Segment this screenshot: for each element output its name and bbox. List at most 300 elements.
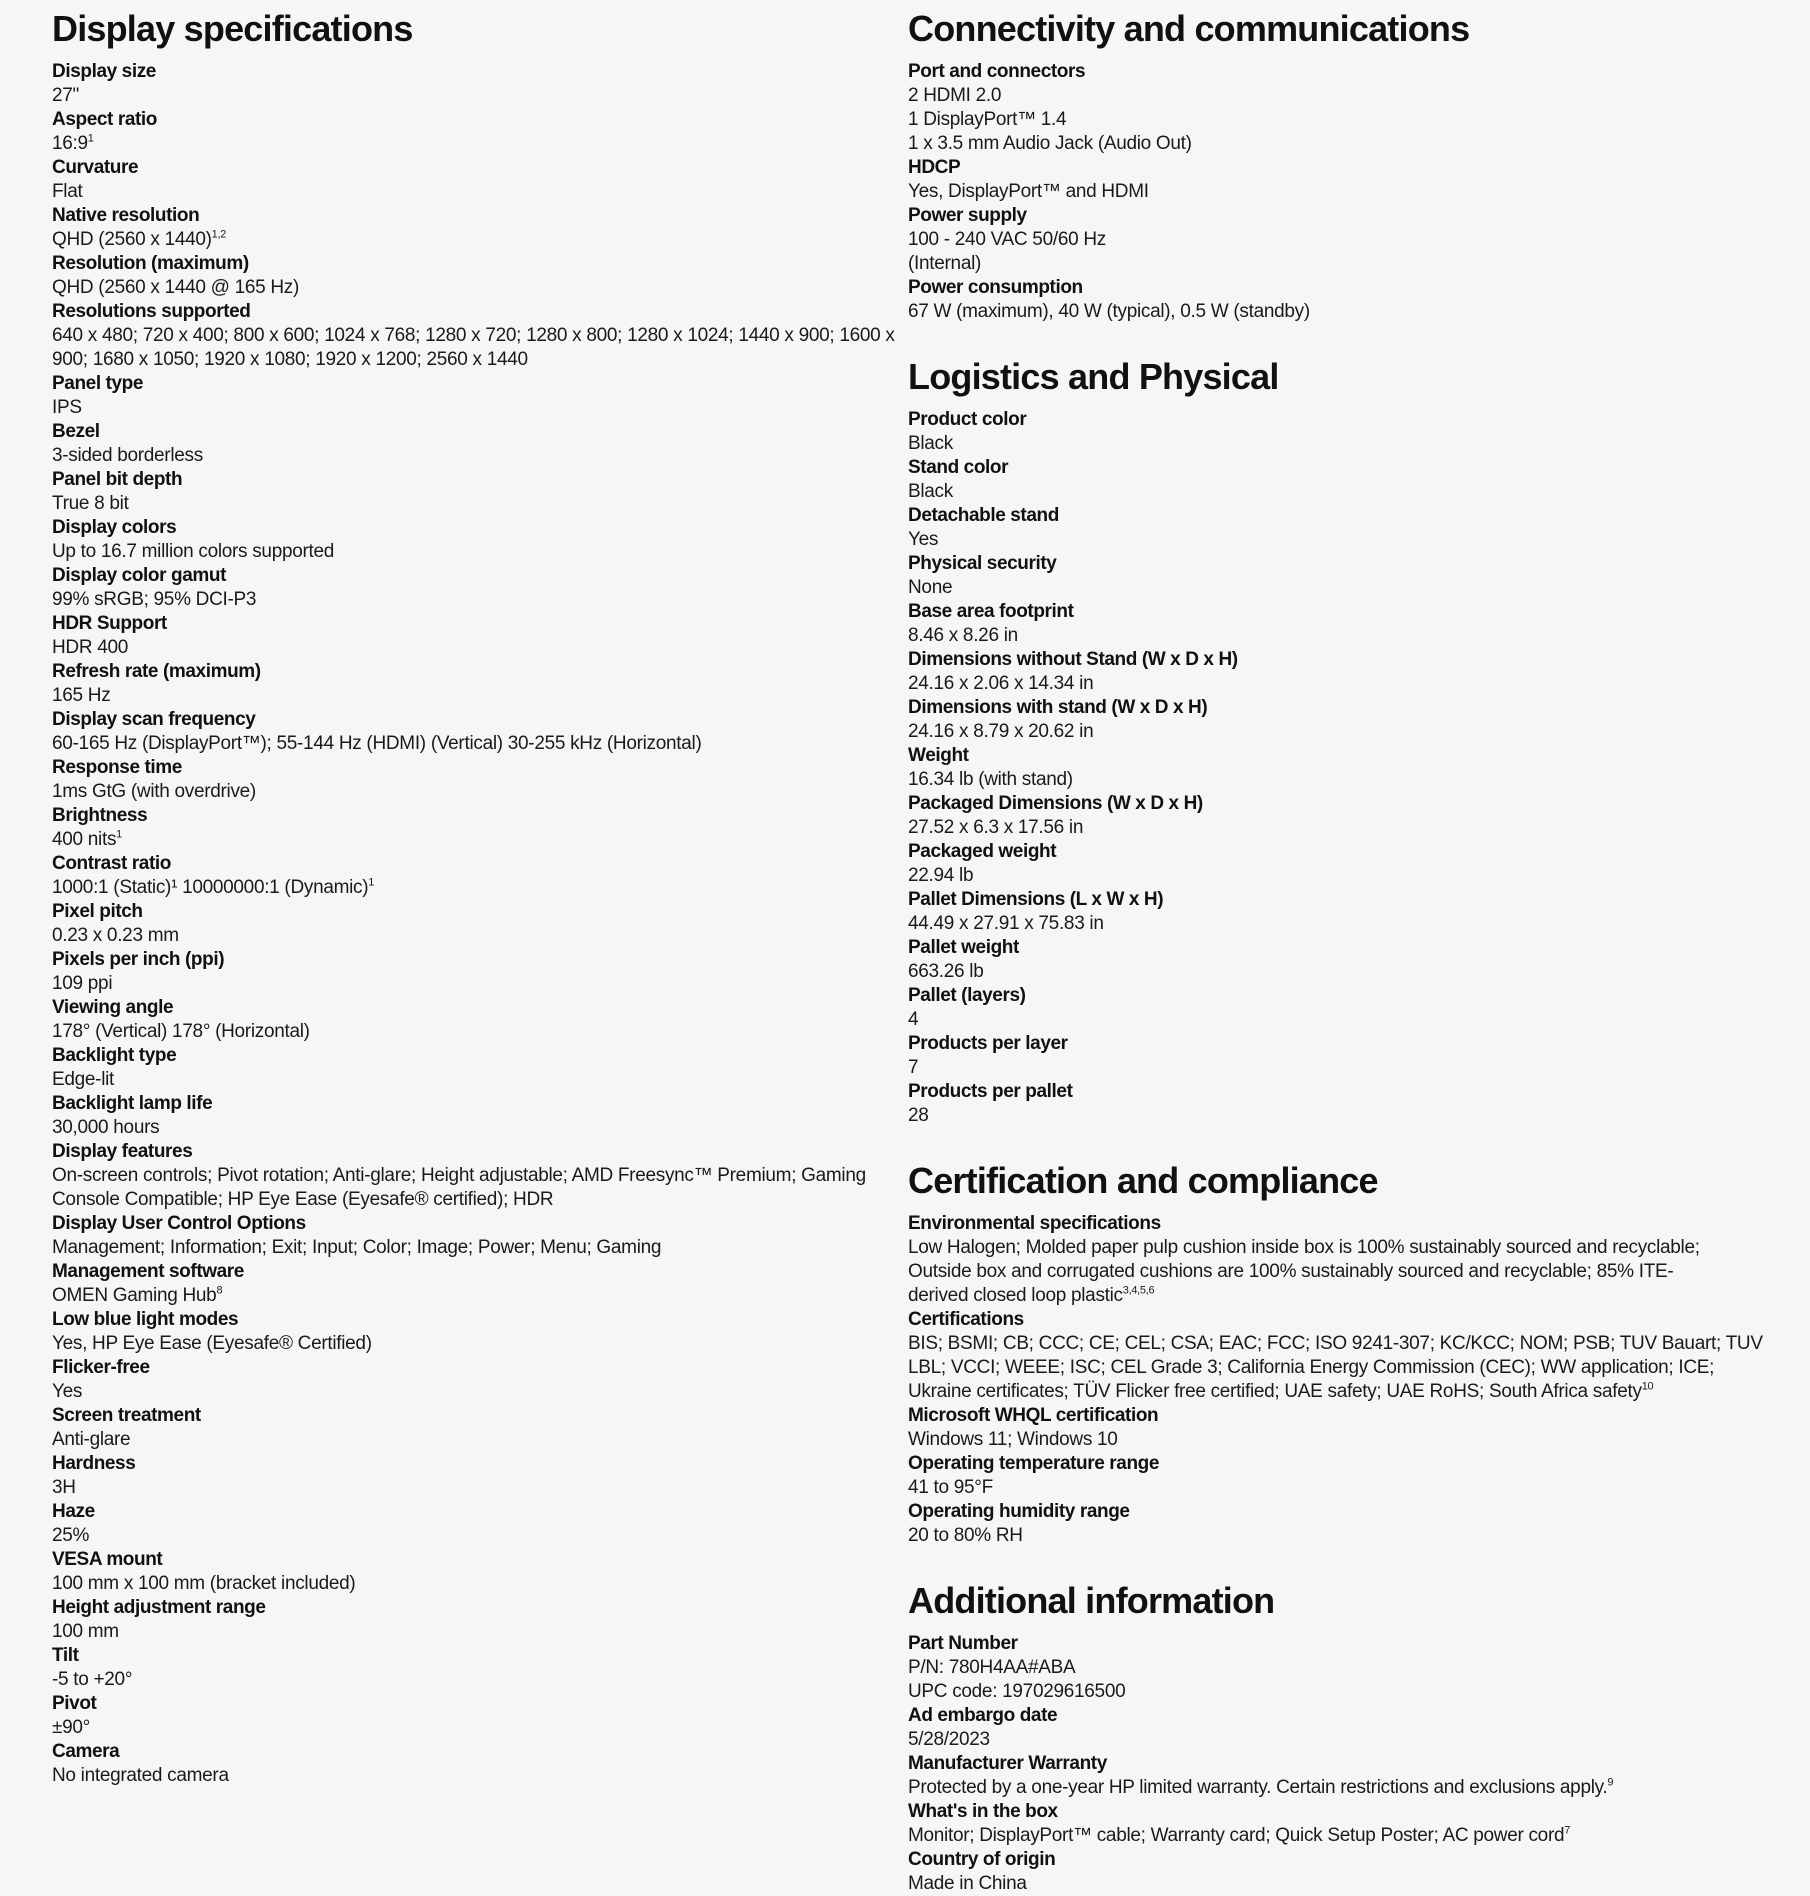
spec-value-line [52,1284,907,1308]
spec-pallet-layers [908,984,1768,1032]
spec-value-line [908,1524,1768,1548]
spec-microsoft-whql-certification [908,1404,1768,1452]
spec-value [52,1116,907,1140]
section-connectivity-and-communications [908,8,1768,324]
spec-label: Operating temperature range [908,1453,1160,1474]
spec-label: Products per pallet [908,1081,1073,1102]
spec-value-line [52,1332,907,1356]
spec-value-text: Console Compatible; HP Eye Ease (Eyesafe® certified); HDR [52,1189,554,1210]
spec-value-line [52,1068,907,1092]
spec-value [52,1716,907,1740]
spec-flicker-free [52,1356,907,1404]
spec-value-text: 20 to 80% RH [908,1525,1023,1546]
spec-power-supply [908,204,1768,276]
spec-value-line [908,132,1768,156]
spec-value-line [52,540,907,564]
spec-value-text: 1 x 3.5 mm Audio Jack (Audio Out) [908,133,1192,154]
spec-value-line [52,132,907,156]
section-title: Logistics and Physical [908,356,1279,397]
spec-value [908,576,1768,600]
spec-value-text: None [908,577,953,598]
spec-value [908,1728,1768,1752]
spec-value-line [52,396,907,420]
spec-bezel [52,420,907,468]
spec-part-number [908,1632,1768,1704]
spec-label: Operating humidity range [908,1501,1130,1522]
spec-value [52,828,907,852]
spec-label: Port and connectors [908,61,1086,82]
spec-value-line [908,1872,1768,1896]
spec-value-line [908,180,1768,204]
spec-value-line [908,1356,1768,1380]
spec-display-colors [52,516,907,564]
spec-value-line [908,300,1768,324]
spec-panel-bit-depth [52,468,907,516]
spec-value-line [908,960,1768,984]
spec-value [52,1380,907,1404]
spec-value-line [908,1056,1768,1080]
spec-resolution-maximum [52,252,907,300]
spec-value-line [908,480,1768,504]
spec-backlight-lamp-life [52,1092,907,1140]
spec-value-line [908,108,1768,132]
spec-value-text: (Internal) [908,253,982,274]
spec-value-text: -5 to +20° [52,1669,133,1690]
spec-curvature [52,156,907,204]
spec-value-text: 30,000 hours [52,1117,160,1138]
spec-label: Pixels per inch (ppi) [52,949,225,970]
spec-products-per-pallet [908,1080,1768,1128]
spec-value-text: Yes [908,529,939,550]
spec-label: Brightness [52,805,148,826]
spec-label: Products per layer [908,1033,1068,1054]
spec-label: Physical security [908,553,1057,574]
spec-value-line [908,432,1768,456]
spec-label: Power consumption [908,277,1083,298]
spec-value-text: 640 x 480; 720 x 400; 800 x 600; 1024 x 768; 1280 x 720; 1280 x 800; 1280 x 1024; 1440 x 900; 1600 x [52,325,895,346]
spec-value-text: 22.94 lb [908,865,974,886]
spec-value-text: Made in China [908,1873,1027,1894]
spec-label: What's in the box [908,1801,1058,1822]
spec-display-user-control-options [52,1212,907,1260]
footnote-marker: 7 [1564,1824,1571,1837]
spec-value-line [908,816,1768,840]
footnote-marker: 10 [1641,1380,1654,1393]
spec-power-consumption [908,276,1768,324]
spec-value [908,1236,1768,1308]
spec-label: Part Number [908,1633,1018,1654]
footnote-marker: 1 [87,132,94,145]
spec-value [52,636,907,660]
spec-manufacturer-warranty [908,1752,1768,1800]
spec-pivot [52,1692,907,1740]
spec-value-line [52,732,907,756]
spec-label: Pallet weight [908,937,1019,958]
spec-value-line [52,972,907,996]
spec-value-text: 100 mm x 100 mm (bracket included) [52,1573,356,1594]
spec-value-text: 16.34 lb (with stand) [908,769,1073,790]
spec-label: Refresh rate (maximum) [52,661,261,682]
spec-panel-type [52,372,907,420]
spec-value-text: BIS; BSMI; CB; CCC; CE; CEL; CSA; EAC; FCC; ISO 9241-307; KC/KCC; NOM; PSB; TUV Bauart; TUV [908,1333,1763,1354]
spec-value-line [52,492,907,516]
spec-label: Tilt [52,1645,79,1666]
spec-value-text: 2 HDMI 2.0 [908,85,1002,106]
spec-value [908,1476,1768,1500]
spec-viewing-angle [52,996,907,1044]
spec-label: Response time [52,757,182,778]
spec-value-text: 3H [52,1477,76,1498]
spec-value-text: 60-165 Hz (DisplayPort™); 55-144 Hz (HDMI) (Vertical) 30-255 kHz (Horizontal) [52,733,702,754]
spec-value-text: 1000:1 (Static)¹ 10000000:1 (Dynamic) [52,877,369,898]
spec-label: Resolution (maximum) [52,253,249,274]
spec-packaged-weight [908,840,1768,888]
spec-value-text: 900; 1680 x 1050; 1920 x 1080; 1920 x 1200; 2560 x 1440 [52,349,528,370]
spec-value-line [52,1020,907,1044]
spec-value-text: 400 nits [52,829,117,850]
spec-label: Display size [52,61,156,82]
spec-pixel-pitch [52,900,907,948]
spec-value-text: 16:9 [52,133,88,154]
spec-value-text: Black [908,433,953,454]
spec-value-text: Anti-glare [52,1429,131,1450]
spec-value [908,1332,1768,1404]
spec-value-line [908,720,1768,744]
spec-packaged-dimensions-w-x-d-x-h [908,792,1768,840]
spec-value-text: OMEN Gaming Hub [52,1285,217,1306]
spec-value [908,1824,1768,1848]
spec-value-line [52,348,907,372]
section-certification-and-compliance [908,1160,1768,1548]
spec-label: Ad embargo date [908,1705,1058,1726]
spec-value-line [52,1668,907,1692]
spec-value [908,300,1768,324]
spec-value-text: Flat [52,181,83,202]
spec-value-line [908,1776,1768,1800]
footnote-marker: 1 [368,876,375,889]
section-additional-information [908,1580,1768,1896]
spec-value-line [52,1236,907,1260]
spec-value [52,780,907,804]
spec-value-text: 109 ppi [52,973,113,994]
spec-value-line [908,1008,1768,1032]
spec-label: Camera [52,1741,120,1762]
spec-value [908,1776,1768,1800]
spec-value [52,444,907,468]
spec-value-text: Yes, DisplayPort™ and HDMI [908,181,1149,202]
spec-value-text: 3-sided borderless [52,445,203,466]
spec-label: Dimensions without Stand (W x D x H) [908,649,1238,670]
spec-value [908,432,1768,456]
spec-value-text: 25% [52,1525,90,1546]
spec-value-text: Ukraine certificates; TÜV Flicker free certified; UAE safety; UAE RoHS; South Africa safety [908,1381,1642,1402]
spec-value-text: 1ms GtG (with overdrive) [52,781,256,802]
spec-operating-humidity-range [908,1500,1768,1548]
spec-value [52,132,907,156]
spec-value-line [52,1188,907,1212]
spec-value-line [52,684,907,708]
spec-label: Bezel [52,421,100,442]
spec-value-line [52,324,907,348]
spec-value-line [908,1680,1768,1704]
spec-label: Environmental specifications [908,1213,1161,1234]
spec-value [52,276,907,300]
spec-contrast-ratio [52,852,907,900]
spec-label: Display scan frequency [52,709,256,730]
spec-value [52,1476,907,1500]
spec-value [908,84,1768,156]
spec-response-time [52,756,907,804]
spec-value [52,1572,907,1596]
spec-label: Screen treatment [52,1405,201,1426]
spec-value-text: 27.52 x 6.3 x 17.56 in [908,817,1084,838]
spec-value [908,1428,1768,1452]
spec-pixels-per-inch-ppi [52,948,907,996]
spec-value-line [52,1476,907,1500]
spec-label: Backlight lamp life [52,1093,213,1114]
spec-certifications [908,1308,1768,1404]
spec-value-text: 27" [52,85,79,106]
spec-value-text: 1 DisplayPort™ 1.4 [908,109,1067,130]
section-display-specifications [52,8,907,1788]
spec-value-text: QHD (2560 x 1440 @ 165 Hz) [52,277,299,298]
spec-weight [908,744,1768,792]
spec-value-text: 28 [908,1105,929,1126]
spec-port-and-connectors [908,60,1768,156]
spec-value-line [52,1380,907,1404]
spec-value-line [908,84,1768,108]
section-logistics-and-physical [908,356,1768,1128]
spec-label: Management software [52,1261,244,1282]
spec-label: Height adjustment range [52,1597,266,1618]
spec-value [908,1104,1768,1128]
spec-label: Backlight type [52,1045,177,1066]
spec-brightness [52,804,907,852]
section-title: Display specifications [52,8,413,49]
spec-label: Contrast ratio [52,853,171,874]
spec-value-text: P/N: 780H4AA#ABA [908,1657,1076,1678]
spec-low-blue-light-modes [52,1308,907,1356]
spec-value-text: 4 [908,1009,919,1030]
spec-value [908,528,1768,552]
spec-label: Stand color [908,457,1009,478]
spec-label: VESA mount [52,1549,163,1570]
left-column [52,0,907,1788]
spec-value-text: 7 [908,1057,919,1078]
spec-value [52,1020,907,1044]
spec-value-line [908,576,1768,600]
spec-value [52,540,907,564]
spec-label: Base area footprint [908,601,1074,622]
spec-label: Display color gamut [52,565,226,586]
spec-value-line [52,276,907,300]
spec-display-scan-frequency [52,708,907,756]
spec-backlight-type [52,1044,907,1092]
spec-label: Dimensions with stand (W x D x H) [908,697,1208,718]
spec-value-text: Low Halogen; Molded paper pulp cushion inside box is 100% sustainably sourced and recyclable; [908,1237,1700,1258]
spec-value-text: ±90° [52,1717,90,1738]
spec-label: Power supply [908,205,1027,226]
spec-vesa-mount [52,1548,907,1596]
footnote-marker: 8 [216,1284,223,1297]
spec-value-text: 663.26 lb [908,961,984,982]
spec-value-line [52,444,907,468]
spec-hdr-support [52,612,907,660]
spec-label: HDCP [908,157,961,178]
spec-value [52,1524,907,1548]
spec-value-line [52,780,907,804]
spec-value-text: True 8 bit [52,493,129,514]
spec-label: Hardness [52,1453,136,1474]
spec-hdcp [908,156,1768,204]
spec-value-text: 67 W (maximum), 40 W (typical), 0.5 W (standby) [908,301,1310,322]
spec-value-line [52,588,907,612]
spec-value [908,1872,1768,1896]
spec-stand-color [908,456,1768,504]
spec-value-line [908,228,1768,252]
spec-aspect-ratio [52,108,907,156]
spec-pallet-weight [908,936,1768,984]
spec-value-line [908,252,1768,276]
spec-haze [52,1500,907,1548]
spec-dimensions-without-stand-w-x-d-x-h [908,648,1768,696]
spec-value-line [908,1824,1768,1848]
spec-label: Pivot [52,1693,97,1714]
spec-value [52,1284,907,1308]
spec-value-text: Management; Information; Exit; Input; Color; Image; Power; Menu; Gaming [52,1237,662,1258]
spec-display-features [52,1140,907,1212]
spec-value-line [908,768,1768,792]
spec-physical-security [908,552,1768,600]
spec-label: Aspect ratio [52,109,158,130]
right-column [908,0,1768,1896]
spec-value-text: 100 - 240 VAC 50/60 Hz [908,229,1106,250]
spec-value-text: 178° (Vertical) 178° (Horizontal) [52,1021,310,1042]
spec-height-adjustment-range [52,1596,907,1644]
spec-value [908,672,1768,696]
spec-value [52,1068,907,1092]
spec-label: Certifications [908,1309,1024,1330]
spec-value-text: Up to 16.7 million colors supported [52,541,335,562]
spec-value-text: No integrated camera [52,1765,229,1786]
spec-value-text: Yes, HP Eye Ease (Eyesafe® Certified) [52,1333,372,1354]
spec-value-line [52,924,907,948]
spec-label: Product color [908,409,1027,430]
spec-value-text: 99% sRGB; 95% DCI-P3 [52,589,257,610]
spec-label: Manufacturer Warranty [908,1753,1107,1774]
spec-label: Microsoft WHQL certification [908,1405,1159,1426]
spec-value [908,912,1768,936]
spec-pallet-dimensions-l-x-w-x-h [908,888,1768,936]
spec-label: Packaged weight [908,841,1057,862]
spec-value [52,84,907,108]
spec-value [908,1008,1768,1032]
spec-value [908,480,1768,504]
spec-value [52,876,907,900]
spec-value-line [908,1728,1768,1752]
spec-value [52,1620,907,1644]
spec-label: Pixel pitch [52,901,143,922]
spec-value-line [52,1116,907,1140]
spec-value-line [52,228,907,252]
spec-value-text: Windows 11; Windows 10 [908,1429,1118,1450]
spec-value-line [908,912,1768,936]
spec-value [52,396,907,420]
spec-value [908,1056,1768,1080]
spec-label: Low blue light modes [52,1309,239,1330]
spec-value-line [52,1524,907,1548]
spec-value-line [908,864,1768,888]
spec-label: Viewing angle [52,997,174,1018]
spec-value-text: Yes [52,1381,83,1402]
spec-label: Resolutions supported [52,301,251,322]
spec-products-per-layer [908,1032,1768,1080]
spec-value [52,1428,907,1452]
spec-label: Display User Control Options [52,1213,306,1234]
spec-label: Native resolution [52,205,200,226]
spec-value-line [52,1716,907,1740]
spec-value-line [52,1764,907,1788]
spec-value-text: LBL; VCCI; WEEE; ISC; CEL Grade 3; California Energy Commission (CEC); WW application; ICE; [908,1357,1715,1378]
spec-value-line [908,528,1768,552]
spec-value-text: 44.49 x 27.91 x 75.83 in [908,913,1104,934]
spec-ad-embargo-date [908,1704,1768,1752]
spec-value [52,1332,907,1356]
spec-value-text: Monitor; DisplayPort™ cable; Warranty card; Quick Setup Poster; AC power cord [908,1825,1565,1846]
spec-value-line [52,84,907,108]
spec-value-text: 0.23 x 0.23 mm [52,925,179,946]
spec-label: Curvature [52,157,139,178]
spec-value [52,972,907,996]
spec-value-text: Edge-lit [52,1069,115,1090]
section-title: Connectivity and communications [908,8,1470,49]
spec-dimensions-with-stand-w-x-d-x-h [908,696,1768,744]
spec-what-s-in-the-box [908,1800,1768,1848]
spec-value [908,864,1768,888]
spec-label: Country of origin [908,1849,1056,1870]
spec-value [52,924,907,948]
spec-value-line [908,1380,1768,1404]
spec-value [908,624,1768,648]
spec-value-text: Protected by a one-year HP limited warranty. Certain restrictions and exclusions apply. [908,1777,1608,1798]
spec-value-line [52,828,907,852]
spec-value [52,1236,907,1260]
spec-value-text: derived closed loop plastic [908,1285,1123,1306]
spec-display-color-gamut [52,564,907,612]
section-title: Additional information [908,1580,1275,1621]
spec-value [52,1668,907,1692]
spec-value-text: 165 Hz [52,685,111,706]
spec-value [908,960,1768,984]
spec-value-text: UPC code: 197029616500 [908,1681,1126,1702]
spec-refresh-rate-maximum [52,660,907,708]
spec-value-line [52,876,907,900]
spec-label: Detachable stand [908,505,1059,526]
spec-value [908,768,1768,792]
spec-value [908,1524,1768,1548]
spec-value-line [908,624,1768,648]
footnote-marker: 9 [1607,1776,1614,1789]
spec-detachable-stand [908,504,1768,552]
spec-value-line [908,672,1768,696]
spec-value-text: Outside box and corrugated cushions are 100% sustainably sourced and recyclable; 85% ITE- [908,1261,1674,1282]
spec-value-line [52,180,907,204]
footnote-marker: 3,4,5,6 [1122,1284,1155,1297]
spec-label: Pallet Dimensions (L x W x H) [908,889,1164,910]
spec-value-line [52,1572,907,1596]
spec-value-line [908,1260,1768,1284]
spec-label: Pallet (layers) [908,985,1026,1006]
